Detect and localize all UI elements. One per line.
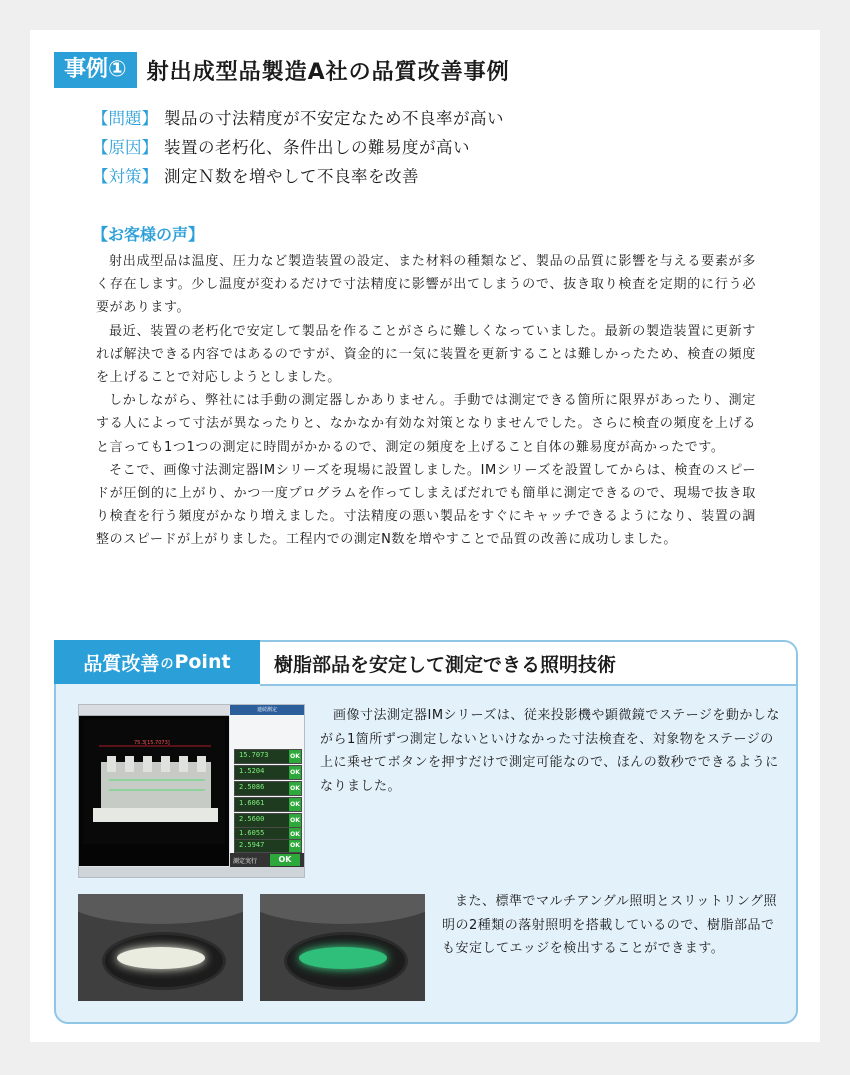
multi-angle-light-photo bbox=[78, 894, 243, 1001]
measurement-row bbox=[234, 765, 302, 780]
slit-ring-light-photo bbox=[260, 894, 425, 1001]
measurement-row bbox=[234, 839, 302, 853]
measurement-value: 15.7073 bbox=[239, 751, 269, 759]
measurement-status: OK bbox=[289, 840, 301, 852]
measurement-status: OK bbox=[289, 828, 301, 841]
white-ring-light bbox=[117, 947, 205, 969]
measurement-status: OK bbox=[289, 766, 301, 779]
cause-text: 装置の老朽化、条件出しの難易度が高い bbox=[164, 138, 470, 157]
measurement-value: 1.6061 bbox=[239, 799, 265, 807]
lamp-body bbox=[284, 932, 408, 990]
lamp-housing bbox=[78, 894, 243, 924]
point-tag-text: 品質改善 bbox=[83, 652, 160, 675]
problem-tag: 【問題】 bbox=[92, 109, 158, 128]
case-title: 射出成型品製造A社の品質改善事例 bbox=[146, 59, 510, 85]
customer-voice-title: 【お客様の声】 bbox=[92, 225, 205, 244]
measurement-view bbox=[79, 716, 229, 866]
part-pin bbox=[197, 756, 206, 772]
customer-voice-body bbox=[96, 250, 756, 552]
case-tag: 事例① bbox=[54, 52, 137, 88]
cause-row bbox=[92, 133, 504, 162]
lamp-body bbox=[102, 932, 226, 990]
measure-row bbox=[92, 162, 504, 191]
measurement-value: 2.5600 bbox=[239, 815, 265, 823]
voice-paragraph: 最近、装置の老朽化で安定して製品を作ることがさらに難しくなっていました。最新の製造装置に更新すれば解決できる内容ではあるのですが、資金的に一気に装置を更新することは難しかったため、検査の頻度を上げることで対応しようとしました。 bbox=[96, 323, 756, 386]
measurement-status: OK bbox=[289, 750, 301, 763]
case-header bbox=[54, 52, 510, 88]
measurement-value: 1.5204 bbox=[239, 767, 265, 775]
lamp-housing bbox=[260, 894, 425, 924]
measurement-status: OK bbox=[289, 798, 301, 811]
part-body bbox=[101, 762, 211, 808]
measurement-value: 2.5947 bbox=[239, 841, 265, 849]
part-base bbox=[93, 808, 218, 822]
point-tag-word: Point bbox=[174, 651, 231, 673]
point-paragraph-2: また、標準でマルチアングル照明とスリットリング照明の2種類の落射照明を搭載しているので、樹脂部品でも安定してエッジを検出することができます。 bbox=[442, 894, 778, 956]
measure-exec-bar bbox=[230, 853, 304, 867]
problem-row bbox=[92, 104, 504, 133]
measured-part-image bbox=[79, 716, 229, 866]
measure-result-ok: OK bbox=[270, 854, 300, 866]
screenshot-toolbar bbox=[79, 705, 229, 716]
measurement-value: 2.5086 bbox=[239, 783, 265, 791]
measure-tag: 【対策】 bbox=[92, 167, 158, 186]
top-dimension-label: 75.3[15.7073] bbox=[134, 740, 170, 746]
software-screenshot bbox=[78, 704, 305, 878]
problem-text: 製品の寸法精度が不安定なため不良率が高い bbox=[164, 109, 504, 128]
point-header bbox=[260, 642, 796, 686]
measurement-row bbox=[234, 797, 302, 812]
measurement-status: OK bbox=[289, 782, 301, 795]
part-pin bbox=[125, 756, 134, 772]
voice-paragraph: しかしながら、弊社には手動の測定器しかありません。手動では測定できる箇所に限界があったり、測定する人によって寸法が異なったりと、なかなか有効な対策となりませんでした。さらに検査の頻度を上げると言っても1つ1つの測定に時間がかかるので、測定の頻度を上げること自体の難易度が高かったです。 bbox=[96, 393, 756, 455]
measurement-value: 1.6055 bbox=[239, 829, 265, 837]
measurement-row bbox=[234, 813, 302, 828]
quality-point-box bbox=[54, 640, 798, 1024]
measure-exec-label: 測定実行 bbox=[233, 858, 258, 865]
point-text-1 bbox=[320, 704, 780, 798]
panel-title: 連続測定 bbox=[230, 705, 304, 715]
measurement-panel bbox=[230, 705, 304, 877]
cause-tag: 【原因】 bbox=[92, 138, 158, 157]
measurement-row bbox=[234, 749, 302, 764]
part-pin bbox=[107, 756, 116, 772]
measurement-row bbox=[234, 781, 302, 796]
point-title: 樹脂部品を安定して測定できる照明技術 bbox=[274, 654, 617, 676]
green-ring-light bbox=[299, 947, 387, 969]
point-text-2 bbox=[442, 890, 782, 961]
point-tag bbox=[54, 640, 260, 684]
part-pin bbox=[143, 756, 152, 772]
voice-paragraph: そこで、画像寸法測定器IMシリーズを現場に設置しました。IMシリーズを設置してからは、検査のスピードが圧倒的に上がり、かつ一度プログラムを作ってしまえばだれでも簡単に測定できるので、現場で抜き取り検査を行う頻度がかなり増えました。寸法精度の悪い製品をすぐにキャッチできるようになり、装置の調整のスピードが上がりました。工程内での測定N数を増やすことで品質の改善に成功しました。 bbox=[96, 462, 756, 548]
point-paragraph-1: 画像寸法測定器IMシリーズは、従来投影機や顕微鏡でステージを動かしながら1箇所ずつ測定しないといけなかった寸法検査を、対象物をステージの上に乗せてボタンを押すだけで測定可能なので、ほんの数秒でできるようになりました。 bbox=[320, 708, 780, 794]
part-pin bbox=[179, 756, 188, 772]
problem-cause-measure bbox=[92, 104, 504, 191]
voice-paragraph: 射出成型品は温度、圧力など製造装置の設定、また材料の種類など、製品の品質に影響を与える要素が多く存在します。少し温度が変わるだけで寸法精度に影響が出てしまうので、抜き取り検査を定期的に行う必要があります。 bbox=[96, 254, 756, 316]
part-pin bbox=[161, 756, 170, 772]
document-page bbox=[30, 30, 820, 1042]
measurement-status: OK bbox=[289, 814, 301, 827]
measure-text: 測定Ｎ数を増やして不良率を改善 bbox=[164, 167, 419, 186]
point-tag-connector: の bbox=[160, 656, 174, 672]
screenshot-statusbar bbox=[79, 867, 304, 877]
